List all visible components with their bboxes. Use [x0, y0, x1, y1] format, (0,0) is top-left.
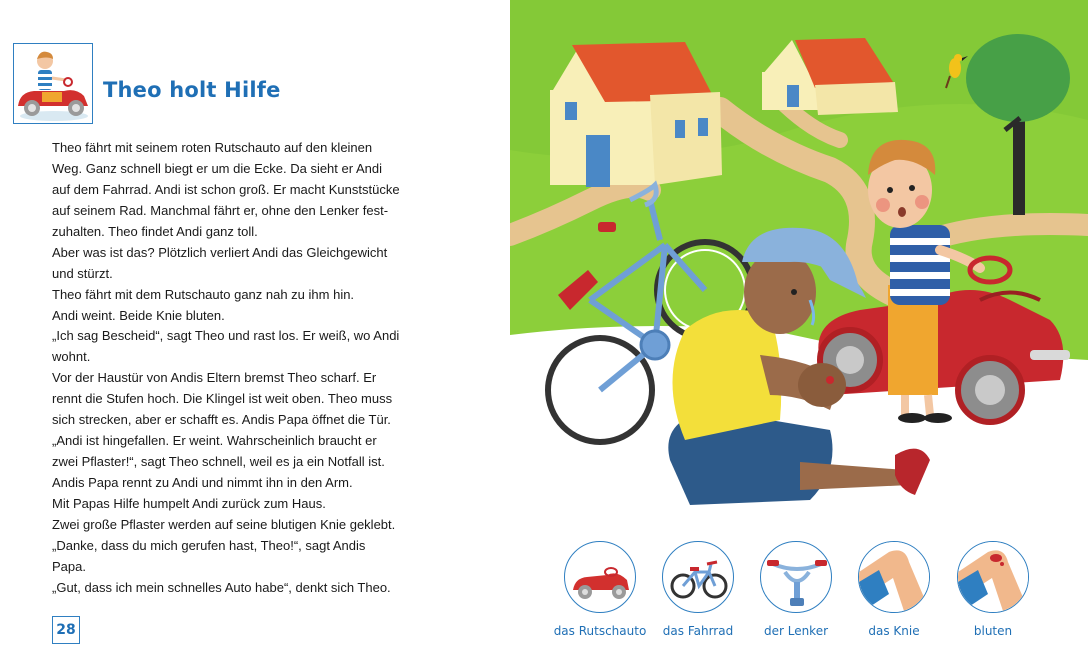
story-illustration [510, 0, 1088, 525]
vocab-label: das Knie [868, 624, 920, 638]
story-line: Zwei große Pflaster werden auf seine blutigen Knie geklebt. [52, 516, 396, 532]
vocab-item-fahrrad [648, 541, 748, 638]
story-line: zwei Pflaster!“, sagt Theo schnell, weil es ja ein Notfall ist. [52, 454, 385, 470]
story-line: Aber was ist das? Plötzlich verliert Andi das Gleichgewicht [52, 244, 388, 260]
story-line: sich strecken, aber er schafft es. Andis Papa öffnet die Tür. [52, 412, 391, 428]
story-line: auf seinem Rad. Manchmal fährt er, ohne den Lenker fest- [52, 202, 389, 218]
story-line: auf dem Fahrrad. Andi ist schon groß. Er macht Kunststücke [52, 181, 400, 197]
story-line: „Ich sag Bescheid“, sagt Theo und rast los. Er weiß, wo Andi [52, 328, 400, 344]
left-page [0, 0, 510, 648]
theo-on-car-icon [14, 44, 93, 124]
story-line: „Danke, dass du mich gerufen hast, Theo!“, sagt Andis [52, 537, 366, 553]
vocab-label: bluten [973, 624, 1013, 638]
handlebar-icon [761, 542, 832, 613]
story-line: Andis Papa rennt zu Andi und nimmt ihn in den Arm. [52, 475, 353, 490]
bicycle-icon [663, 542, 734, 613]
story-line: Weg. Ganz schnell biegt er um die Ecke. Da sieht er Andi [52, 160, 382, 176]
story-line: zuhalten. Theo findet Andi ganz toll. [52, 223, 258, 239]
vocab-item-knie [844, 541, 944, 638]
story-line: Theo fährt mit dem Rutschauto ganz nah zu ihm hin. [52, 286, 355, 302]
story-line: rennt die Stufen hoch. Die Klingel ist weit oben. Theo muss [52, 391, 393, 407]
scene-illustration [510, 0, 1088, 525]
vocab-label: der Lenker [763, 624, 829, 638]
story-line: wohnt. [52, 349, 91, 365]
ride-on-car-icon [565, 542, 636, 613]
vocab-label: das Fahrrad [662, 624, 734, 638]
vocab-label: das Rutschauto [553, 624, 647, 638]
page-title: Theo holt Hilfe [103, 78, 281, 102]
story-line: Papa. [52, 558, 86, 574]
vocab-item-rutschauto [550, 541, 650, 638]
story-line: und stürzt. [52, 265, 113, 281]
vocab-item-lenker [746, 541, 846, 638]
vocab-item-bluten [943, 541, 1043, 638]
story-text [52, 138, 422, 599]
story-line: Mit Papas Hilfe humpelt Andi zurück zum Haus. [52, 495, 326, 511]
knee-icon [859, 542, 930, 613]
page-number: 28 [52, 616, 80, 644]
story-line: Theo fährt mit seinem roten Rutschauto auf den kleinen [52, 140, 373, 155]
story-line: „Gut, dass ich mein schnelles Auto habe“, denkt sich Theo. [52, 579, 391, 595]
bleeding-knee-icon [958, 542, 1029, 613]
house-large [550, 42, 722, 187]
story-line: „Andi ist hingefallen. Er weint. Wahrscheinlich braucht er [52, 433, 377, 449]
header-thumbnail-theo-car [13, 43, 93, 124]
story-line: Vor der Haustür von Andis Eltern bremst Theo scharf. Er [52, 370, 377, 386]
story-line: Andi weint. Beide Knie bluten. [52, 307, 225, 323]
